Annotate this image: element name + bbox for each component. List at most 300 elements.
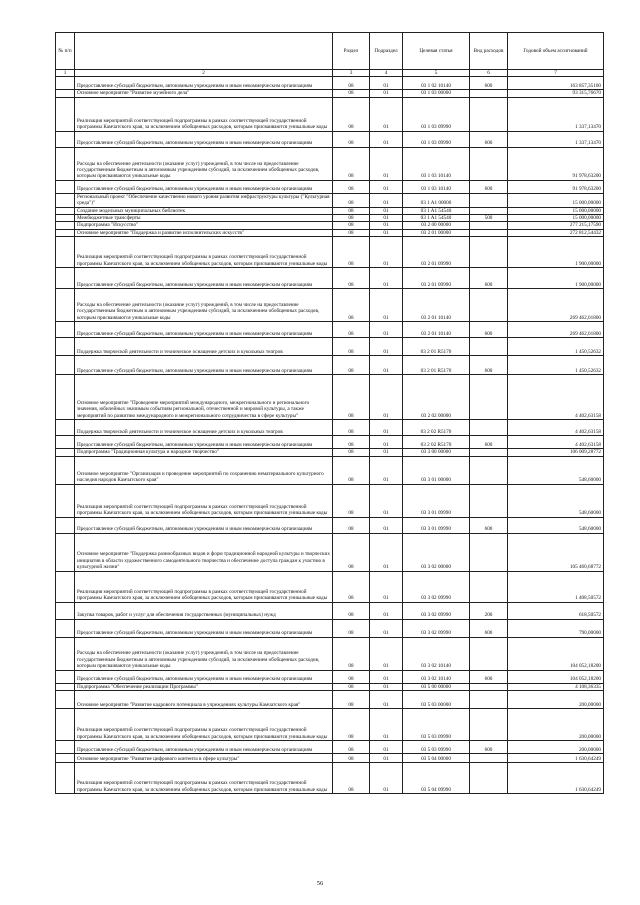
- section-code: 08: [333, 619, 370, 637]
- expense-kind: [470, 754, 508, 763]
- annual-amount: 4 402,63158: [508, 436, 604, 449]
- header-name: [75, 33, 333, 70]
- subsection-code: 01: [370, 222, 403, 229]
- annual-amount: 618,50572: [508, 602, 604, 619]
- column-number: 5: [403, 70, 470, 77]
- item-name: Подпрограмма "Традиционная культура и народное творчество": [75, 449, 333, 456]
- num-cell: [56, 77, 75, 90]
- item-name: Основное мероприятие "Проведение мероприятий международного, межрегионального и регионального значения, юбилейных значимым событиям региональной, отечественной и мировой культуры, а также мероприятий по развитию международного и межрегионального сотрудничества в сфере культуры": [75, 375, 333, 420]
- table-row: [56, 131, 604, 147]
- expense-kind: [470, 533, 508, 571]
- num-cell: [56, 683, 75, 690]
- expense-kind: [470, 683, 508, 690]
- subsection-code: 01: [370, 449, 403, 456]
- target-article: 03 3 02 10140: [403, 670, 470, 683]
- table-row: [56, 289, 604, 322]
- section-code: 08: [333, 571, 370, 602]
- item-name: Предоставление субсидий бюджетным, автономным учреждениям и иным некоммерческим организациям: [75, 77, 333, 90]
- target-article: 03 1 03 10140: [403, 180, 470, 193]
- annual-amount: 1 630,64249: [508, 754, 604, 763]
- subsection-code: 01: [370, 741, 403, 754]
- header-num: № п/п: [56, 33, 75, 70]
- annual-amount: 790,00000: [508, 619, 604, 637]
- item-name: Предоставление субсидий бюджетным, автономным учреждениям и иным некоммерческим организациям: [75, 436, 333, 449]
- section-code: 08: [333, 322, 370, 338]
- subsection-code: 01: [370, 571, 403, 602]
- expense-kind: [470, 222, 508, 229]
- expense-kind: 600: [470, 268, 508, 289]
- subsection-code: 01: [370, 670, 403, 683]
- expense-kind: [470, 420, 508, 436]
- item-name: Реализация мероприятий соответствующей подпрограммы в рамках соответствующей государственной программы Камчатского края, за исключением обобщенных расходов, которым присваиваются уникальные коды: [75, 97, 333, 131]
- num-cell: [56, 322, 75, 338]
- expense-kind: [470, 763, 508, 794]
- item-name: Реализация мероприятий соответствующей подпрограммы в рамках соответствующей государственной программы Камчатского края, за исключением обобщенных расходов, которым присваиваются уникальные коды: [75, 709, 333, 741]
- subsection-code: 01: [370, 602, 403, 619]
- target-article: 03 2 01 R5170: [403, 338, 470, 356]
- section-code: 08: [333, 741, 370, 754]
- expense-kind: 600: [470, 436, 508, 449]
- expense-kind: [470, 456, 508, 484]
- column-number: 7: [508, 70, 604, 77]
- section-code: 08: [333, 215, 370, 222]
- section-code: 08: [333, 147, 370, 180]
- annual-amount: 104 052,18200: [508, 637, 604, 670]
- item-name: Поддержка творческой деятельности и техническое оснащение детских и кукольных театров: [75, 338, 333, 356]
- section-code: 08: [333, 338, 370, 356]
- target-article: 03 1 03 10140: [403, 147, 470, 180]
- expense-kind: [470, 691, 508, 709]
- num-cell: [56, 97, 75, 131]
- subsection-code: 01: [370, 637, 403, 670]
- expense-kind: [470, 237, 508, 268]
- annual-amount: 200,00000: [508, 691, 604, 709]
- item-name: Предоставление субсидий бюджетным, автономным учреждениям и иным некоммерческим организациям: [75, 268, 333, 289]
- section-code: 08: [333, 670, 370, 683]
- num-cell: [56, 741, 75, 754]
- annual-amount: 1 900,00000: [508, 237, 604, 268]
- table-row: [56, 602, 604, 619]
- item-name: Предоставление субсидий бюджетным, автономным учреждениям и иным некоммерческим организациям: [75, 180, 333, 193]
- num-cell: [56, 533, 75, 571]
- expense-kind: 600: [470, 180, 508, 193]
- target-article: 03 3 02 09990: [403, 602, 470, 619]
- subsection-code: 01: [370, 517, 403, 533]
- page-number: 56: [316, 880, 324, 887]
- section-code: 08: [333, 222, 370, 229]
- budget-table: [55, 32, 604, 794]
- target-article: 03 2 02 R5170: [403, 420, 470, 436]
- target-article: 03 1 A1 54540: [403, 207, 470, 214]
- subsection-code: 01: [370, 356, 403, 375]
- item-name: Создание модельных муниципальных библиотек: [75, 207, 333, 214]
- target-article: 03 3 02 09990: [403, 571, 470, 602]
- num-cell: [56, 420, 75, 436]
- table-row: [56, 517, 604, 533]
- subsection-code: 01: [370, 484, 403, 517]
- header-annual-amount: Годовой объем ассигнований: [508, 33, 604, 70]
- item-name: Основное мероприятие "Развитие кадрового потенциала в учреждениях культуры Камчатского края": [75, 691, 333, 709]
- annual-amount: 1 337,13470: [508, 97, 604, 131]
- table-row: [56, 533, 604, 571]
- num-cell: [56, 180, 75, 193]
- section-code: 08: [333, 533, 370, 571]
- table-row: [56, 709, 604, 741]
- item-name: Основное мероприятие "Развитие цифрового контента в сфере культуры": [75, 754, 333, 763]
- target-article: 03 2 02 R5170: [403, 436, 470, 449]
- expense-kind: 200: [470, 602, 508, 619]
- table-row: [56, 97, 604, 131]
- target-article: 03 3 01 09990: [403, 517, 470, 533]
- target-article: 03 3 02 00000: [403, 533, 470, 571]
- annual-amount: 277 215,17590: [508, 222, 604, 229]
- section-code: 08: [333, 268, 370, 289]
- target-article: 03 1 A1 00000: [403, 193, 470, 207]
- annual-amount: 1 337,13470: [508, 131, 604, 147]
- column-number: 3: [333, 70, 370, 77]
- annual-amount: 15 000,00000: [508, 215, 604, 222]
- table-row: [56, 322, 604, 338]
- target-article: 03 2 01 00000: [403, 229, 470, 236]
- table-row: [56, 222, 604, 229]
- num-cell: [56, 763, 75, 794]
- item-name: Предоставление субсидий бюджетным, автономным учреждениям и иным некоммерческим организациям: [75, 356, 333, 375]
- section-code: 08: [333, 420, 370, 436]
- header-expense-kind: Вид расходов: [470, 33, 508, 70]
- table-row: [56, 484, 604, 517]
- item-name: Региональный проект "Обеспечение качественно нового уровня развития инфраструктуры культуры ("Культурная среда")": [75, 193, 333, 207]
- table-row: [56, 375, 604, 420]
- item-name: Расходы на обеспечение деятельности (оказание услуг) учреждений, в том числе на предоставление государственным бюджетным и автономным учреждениям субсидий, за исключением обобщенных расходов, которым присваиваются уникальные коды: [75, 637, 333, 670]
- num-cell: [56, 215, 75, 222]
- header-row: [56, 33, 604, 70]
- section-code: 08: [333, 456, 370, 484]
- target-article: 03 3 02 10140: [403, 637, 470, 670]
- table-row: [56, 670, 604, 683]
- item-name: Основное мероприятие "Развитие музейного дела": [75, 90, 333, 97]
- table-row: [56, 215, 604, 222]
- subsection-code: 01: [370, 456, 403, 484]
- num-cell: [56, 456, 75, 484]
- target-article: 03 3 01 09990: [403, 484, 470, 517]
- expense-kind: [470, 147, 508, 180]
- num-cell: [56, 670, 75, 683]
- num-cell: [56, 229, 75, 236]
- expense-kind: [470, 449, 508, 456]
- subsection-code: 01: [370, 533, 403, 571]
- num-cell: [56, 289, 75, 322]
- num-cell: [56, 449, 75, 456]
- target-article: 03 2 01 10140: [403, 322, 470, 338]
- target-article: 03 1 02 10140: [403, 77, 470, 90]
- target-article: 03 5 03 00000: [403, 691, 470, 709]
- expense-kind: [470, 229, 508, 236]
- table-row: [56, 237, 604, 268]
- subsection-code: 01: [370, 193, 403, 207]
- subsection-code: 01: [370, 97, 403, 131]
- table-row: [56, 683, 604, 690]
- subsection-code: 01: [370, 215, 403, 222]
- item-name: Предоставление субсидий бюджетным, автономным учреждениям и иным некоммерческим организациям: [75, 322, 333, 338]
- section-code: 08: [333, 436, 370, 449]
- num-cell: [56, 237, 75, 268]
- expense-kind: [470, 571, 508, 602]
- expense-kind: [470, 709, 508, 741]
- num-cell: [56, 90, 75, 97]
- annual-amount: 15 000,00000: [508, 193, 604, 207]
- table-row: [56, 77, 604, 90]
- section-code: 08: [333, 90, 370, 97]
- item-name: Предоставление субсидий бюджетным, автономным учреждениям и иным некоммерческим организациям: [75, 619, 333, 637]
- annual-amount: 163 857,35100: [508, 77, 604, 90]
- section-code: 08: [333, 754, 370, 763]
- subsection-code: 01: [370, 683, 403, 690]
- subsection-code: 01: [370, 709, 403, 741]
- table-row: [56, 741, 604, 754]
- item-name: Основное мероприятие "Поддержка разнообразных видов и форм традиционной народной культуры и творческих инициатив в области художественного самодеятельного творчества и обеспечение доступа граждан к участию в культурной жизни": [75, 533, 333, 571]
- item-name: Предоставление субсидий бюджетным, автономным учреждениям и иным некоммерческим организациям: [75, 741, 333, 754]
- subsection-code: 01: [370, 229, 403, 236]
- target-article: 03 2 02 00000: [403, 375, 470, 420]
- num-cell: [56, 754, 75, 763]
- subsection-code: 01: [370, 77, 403, 90]
- subsection-code: 01: [370, 131, 403, 147]
- annual-amount: 91 978,63200: [508, 147, 604, 180]
- num-cell: [56, 571, 75, 602]
- expense-kind: 600: [470, 356, 508, 375]
- expense-kind: 600: [470, 741, 508, 754]
- expense-kind: [470, 338, 508, 356]
- section-code: 08: [333, 683, 370, 690]
- subsection-code: 01: [370, 754, 403, 763]
- subsection-code: 01: [370, 420, 403, 436]
- subsection-code: 01: [370, 375, 403, 420]
- subsection-code: 01: [370, 691, 403, 709]
- table-row: [56, 619, 604, 637]
- target-article: 03 2 01 10140: [403, 289, 470, 322]
- section-code: 08: [333, 193, 370, 207]
- num-cell: [56, 147, 75, 180]
- target-article: 03 1 A1 54540: [403, 215, 470, 222]
- num-cell: [56, 356, 75, 375]
- target-article: 03 2 00 00000: [403, 222, 470, 229]
- annual-amount: 548,60000: [508, 484, 604, 517]
- section-code: 08: [333, 763, 370, 794]
- annual-amount: 105 460,68772: [508, 533, 604, 571]
- num-cell: [56, 375, 75, 420]
- table-row: [56, 180, 604, 193]
- item-name: Основное мероприятие "Организация и проведение мероприятий по сохранению нематериального культурного наследия народов Камчатского края": [75, 456, 333, 484]
- section-code: 08: [333, 449, 370, 456]
- item-name: Реализация мероприятий соответствующей подпрограммы в рамках соответствующей государственной программы Камчатского края, за исключением обобщенных расходов, которым присваиваются уникальные коды: [75, 763, 333, 794]
- table-row: [56, 147, 604, 180]
- expense-kind: [470, 289, 508, 322]
- num-cell: [56, 637, 75, 670]
- section-code: 08: [333, 237, 370, 268]
- table-row: [56, 356, 604, 375]
- expense-kind: 500: [470, 215, 508, 222]
- annual-amount: 200,00000: [508, 709, 604, 741]
- annual-amount: 93 315,76670: [508, 90, 604, 97]
- section-code: 08: [333, 207, 370, 214]
- subsection-code: 01: [370, 322, 403, 338]
- section-code: 08: [333, 97, 370, 131]
- header-section: Раздел: [333, 33, 370, 70]
- subsection-code: 01: [370, 147, 403, 180]
- item-name: Расходы на обеспечение деятельности (оказание услуг) учреждений, в том числе на предоставление государственным бюджетным и автономным учреждениям субсидий, за исключением обобщенных расходов, которым присваиваются уникальные коды: [75, 147, 333, 180]
- table-row: [56, 754, 604, 763]
- table-row: [56, 571, 604, 602]
- item-name: Подпрограмма "Обеспечение реализации Программы": [75, 683, 333, 690]
- item-name: Поддержка творческой деятельности и техническое оснащение детских и кукольных театров: [75, 420, 333, 436]
- column-number-row: [56, 70, 604, 77]
- target-article: 03 3 01 00000: [403, 456, 470, 484]
- num-cell: [56, 602, 75, 619]
- annual-amount: 269 462,01800: [508, 322, 604, 338]
- expense-kind: 600: [470, 131, 508, 147]
- expense-kind: [470, 97, 508, 131]
- section-code: 08: [333, 484, 370, 517]
- expense-kind: 600: [470, 77, 508, 90]
- annual-amount: 4 402,63158: [508, 420, 604, 436]
- expense-kind: [470, 193, 508, 207]
- target-article: 03 3 00 00000: [403, 449, 470, 456]
- target-article: 03 5 04 00000: [403, 754, 470, 763]
- num-cell: [56, 709, 75, 741]
- table-row: [56, 436, 604, 449]
- annual-amount: 4 402,63158: [508, 375, 604, 420]
- header-target-article: Целевая статья: [403, 33, 470, 70]
- annual-amount: 1 408,50572: [508, 571, 604, 602]
- num-cell: [56, 691, 75, 709]
- expense-kind: 600: [470, 322, 508, 338]
- section-code: 08: [333, 356, 370, 375]
- column-number: 2: [75, 70, 333, 77]
- subsection-code: 01: [370, 289, 403, 322]
- section-code: 08: [333, 229, 370, 236]
- annual-amount: 548,60000: [508, 517, 604, 533]
- column-number: 6: [470, 70, 508, 77]
- expense-kind: 600: [470, 517, 508, 533]
- expense-kind: [470, 207, 508, 214]
- num-cell: [56, 436, 75, 449]
- annual-amount: 200,00000: [508, 741, 604, 754]
- annual-amount: 548,60000: [508, 456, 604, 484]
- annual-amount: 1 630,64249: [508, 763, 604, 794]
- item-name: Закупка товаров, работ и услуг для обеспечения государственных (муниципальных) нужд: [75, 602, 333, 619]
- section-code: 08: [333, 131, 370, 147]
- num-cell: [56, 338, 75, 356]
- target-article: 03 2 01 R5170: [403, 356, 470, 375]
- annual-amount: 15 000,00000: [508, 207, 604, 214]
- section-code: 08: [333, 77, 370, 90]
- annual-amount: 106 009,28772: [508, 449, 604, 456]
- table-row: [56, 456, 604, 484]
- item-name: Предоставление субсидий бюджетным, автономным учреждениям и иным некоммерческим организациям: [75, 670, 333, 683]
- num-cell: [56, 207, 75, 214]
- table-row: [56, 193, 604, 207]
- table-row: [56, 207, 604, 214]
- table-row: [56, 338, 604, 356]
- target-article: 03 5 03 09990: [403, 741, 470, 754]
- header-subsection: Подраздел: [370, 33, 403, 70]
- item-name: Межбюджетные трансферты: [75, 215, 333, 222]
- item-name: Предоставление субсидий бюджетным, автономным учреждениям и иным некоммерческим организациям: [75, 517, 333, 533]
- section-code: 08: [333, 602, 370, 619]
- subsection-code: 01: [370, 619, 403, 637]
- item-name: Предоставление субсидий бюджетным, автономным учреждениям и иным некоммерческим организациям: [75, 131, 333, 147]
- annual-amount: 1 450,52632: [508, 356, 604, 375]
- target-article: 03 2 01 09990: [403, 237, 470, 268]
- expense-kind: [470, 90, 508, 97]
- column-number: 4: [370, 70, 403, 77]
- subsection-code: 01: [370, 763, 403, 794]
- target-article: 03 5 03 09990: [403, 709, 470, 741]
- annual-amount: 1 450,52632: [508, 338, 604, 356]
- annual-amount: 1 900,00000: [508, 268, 604, 289]
- num-cell: [56, 268, 75, 289]
- annual-amount: 91 978,63200: [508, 180, 604, 193]
- subsection-code: 01: [370, 338, 403, 356]
- subsection-code: 01: [370, 180, 403, 193]
- num-cell: [56, 193, 75, 207]
- section-code: 08: [333, 517, 370, 533]
- annual-amount: 4 108,36335: [508, 683, 604, 690]
- expense-kind: [470, 484, 508, 517]
- item-name: Подпрограмма "Искусство": [75, 222, 333, 229]
- num-cell: [56, 484, 75, 517]
- table-row: [56, 90, 604, 97]
- table-row: [56, 268, 604, 289]
- target-article: 03 1 03 09990: [403, 97, 470, 131]
- target-article: 03 5 04 09990: [403, 763, 470, 794]
- subsection-code: 01: [370, 268, 403, 289]
- annual-amount: 272 812,54432: [508, 229, 604, 236]
- section-code: 08: [333, 691, 370, 709]
- table-row: [56, 637, 604, 670]
- column-number: 1: [56, 70, 75, 77]
- item-name: Расходы на обеспечение деятельности (оказание услуг) учреждений, в том числе на предоставление государственным бюджетным и автономным учреждениям субсидий, за исключением обобщенных расходов, которым присваиваются уникальные коды: [75, 289, 333, 322]
- expense-kind: 600: [470, 619, 508, 637]
- section-code: 08: [333, 637, 370, 670]
- num-cell: [56, 619, 75, 637]
- num-cell: [56, 517, 75, 533]
- expense-kind: [470, 637, 508, 670]
- target-article: 03 3 02 09990: [403, 619, 470, 637]
- expense-kind: [470, 375, 508, 420]
- annual-amount: 104 052,18200: [508, 670, 604, 683]
- item-name: Основное мероприятие "Поддержка и развитие исполнительских искусств": [75, 229, 333, 236]
- annual-amount: 269 462,01800: [508, 289, 604, 322]
- table-row: [56, 420, 604, 436]
- table-row: [56, 763, 604, 794]
- item-name: Реализация мероприятий соответствующей подпрограммы в рамках соответствующей государственной программы Камчатского края, за исключением обобщенных расходов, которым присваиваются уникальные коды: [75, 571, 333, 602]
- num-cell: [56, 131, 75, 147]
- target-article: 03 1 03 09990: [403, 131, 470, 147]
- section-code: 08: [333, 289, 370, 322]
- table-row: [56, 449, 604, 456]
- target-article: 03 2 01 09990: [403, 268, 470, 289]
- target-article: 03 5 00 00000: [403, 683, 470, 690]
- table-row: [56, 229, 604, 236]
- subsection-code: 01: [370, 237, 403, 268]
- table-body: [56, 77, 604, 794]
- table-row: [56, 691, 604, 709]
- subsection-code: 01: [370, 436, 403, 449]
- subsection-code: 01: [370, 90, 403, 97]
- section-code: 08: [333, 180, 370, 193]
- num-cell: [56, 222, 75, 229]
